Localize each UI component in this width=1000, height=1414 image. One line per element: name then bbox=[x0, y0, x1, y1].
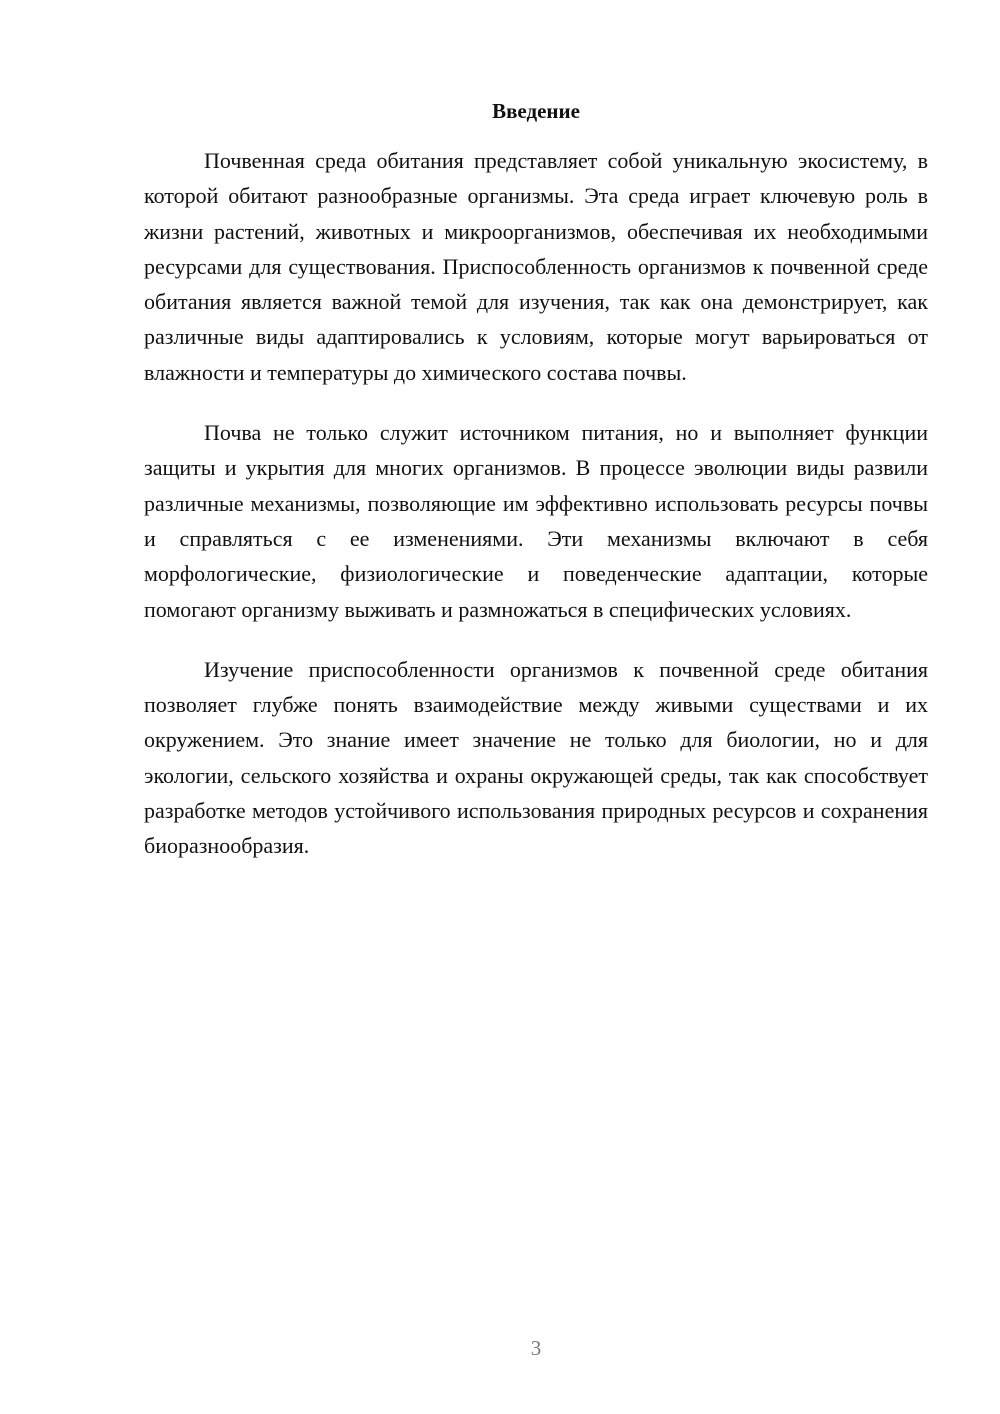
paragraph-2: Почва не только служит источником питания, но и выполняет функции защиты и укрытия для многих организмов. В процессе эволюции виды развили различные механизмы, позволяющие им эффективно использовать ресурсы почвы и справляться с ее изменениями. Эти механизмы включают в себя морфологические, физиологические и поведенческие адаптации, которые помогают организму выживать и размножаться в специфических условиях. bbox=[144, 420, 928, 622]
body-text bbox=[144, 143, 928, 889]
page-number: 3 bbox=[530, 1336, 542, 1360]
paragraph-1: Почвенная среда обитания представляет собой уникальную экосистему, в которой обитают разнообразные организмы. Эта среда играет ключевую роль в жизни растений, животных и микроорганизмов, обеспечивая их необходимыми ресурсами для существования. Приспособленность организмов к почвенной среде обитания является важной темой для изучения, так как она демонстрирует, как различные виды адаптировались к условиям, которые могут варьироваться от влажности и температуры до химического состава почвы. bbox=[144, 148, 928, 385]
section-heading: Введение bbox=[492, 99, 580, 123]
paragraph-3: Изучение приспособленности организмов к почвенной среде обитания позволяет глубже понять взаимодействие между живыми существами и их окружением. Это знание имеет значение не только для биологии, но и для экологии, сельского хозяйства и охраны окружающей среды, так как способствует разработке методов устойчивого использования природных ресурсов и сохранения биоразнообразия. bbox=[144, 656, 928, 859]
